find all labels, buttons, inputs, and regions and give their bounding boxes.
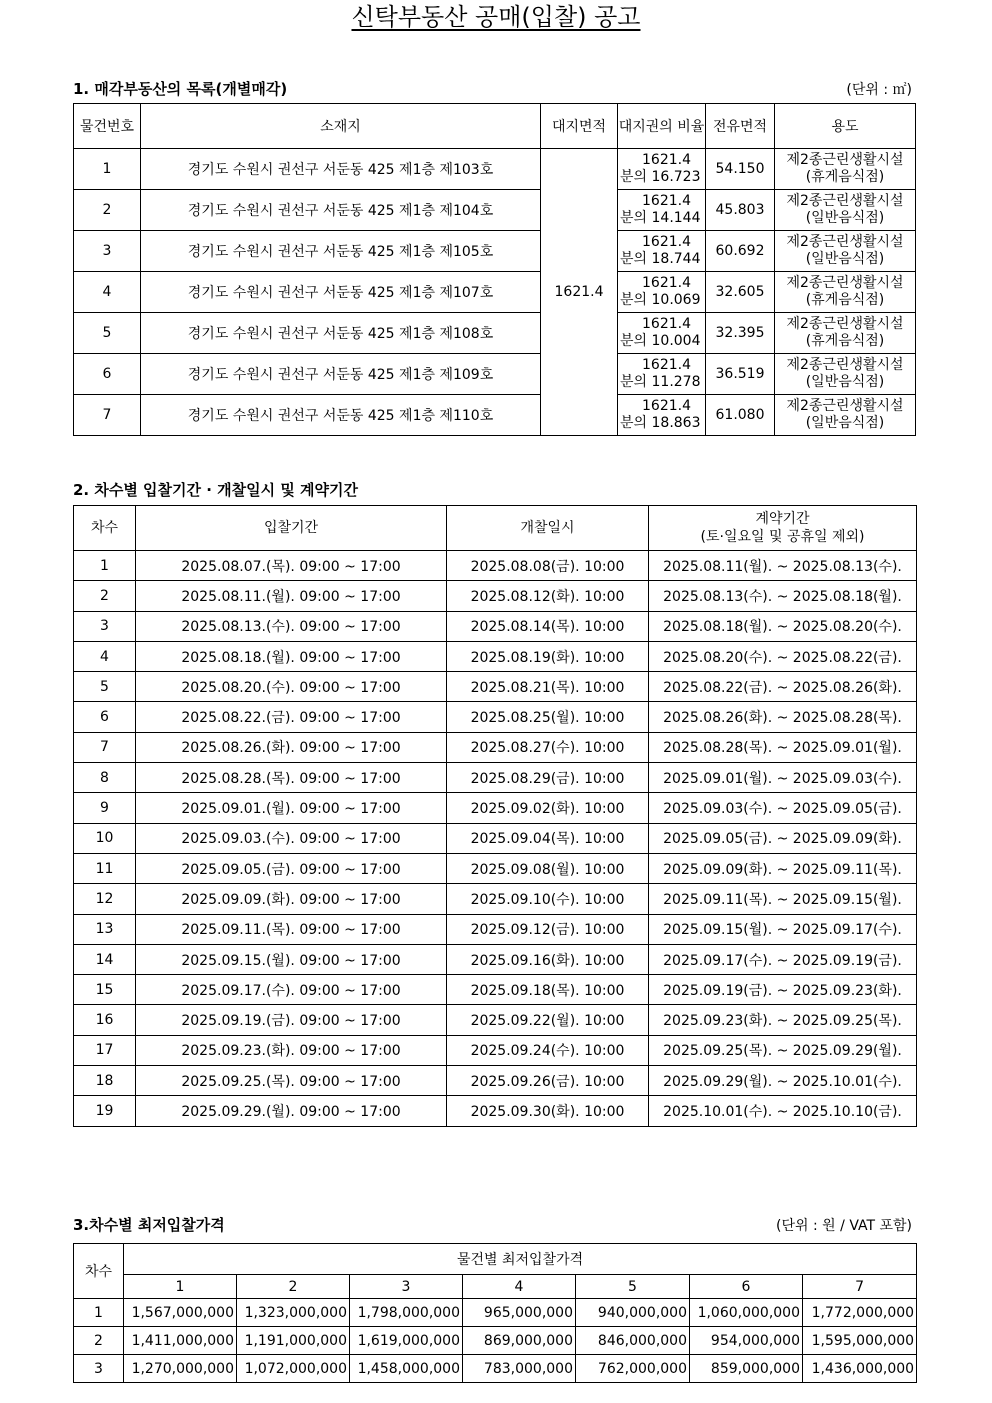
contract-period: 2025.08.28(목). ~ 2025.09.01(월). xyxy=(649,732,917,762)
item-number: 7 xyxy=(74,395,141,436)
item-address: 경기도 수원시 권선구 서둔동 425 제1층 제105호 xyxy=(141,231,541,272)
min-price: 1,619,000,000 xyxy=(350,1327,463,1355)
header-round: 차수 xyxy=(74,1244,124,1299)
item-address: 경기도 수원시 권선구 서둔동 425 제1층 제104호 xyxy=(141,190,541,231)
opening-datetime: 2025.08.27(수). 10:00 xyxy=(447,732,649,762)
item-number: 5 xyxy=(74,313,141,354)
bid-period: 2025.09.19.(금). 09:00 ~ 17:00 xyxy=(136,1005,447,1035)
table-header-row xyxy=(74,1244,917,1275)
round-number: 9 xyxy=(74,793,136,823)
item-address: 경기도 수원시 권선구 서둔동 425 제1층 제103호 xyxy=(141,149,541,190)
item-use-detail: (휴게음식점) xyxy=(805,292,885,308)
table-row xyxy=(74,551,917,581)
min-price: 1,411,000,000 xyxy=(124,1327,237,1355)
min-price: 1,191,000,000 xyxy=(237,1327,350,1355)
header-address: 소재지 xyxy=(141,104,541,149)
min-price: 1,436,000,000 xyxy=(803,1355,917,1383)
section1-heading: 1. 매각부동산의 목록(개별매각) xyxy=(73,80,288,98)
round-number: 12 xyxy=(74,884,136,914)
contract-period: 2025.09.05(금). ~ 2025.09.09(화). xyxy=(649,823,917,853)
item-use-detail: (일반음식점) xyxy=(805,415,885,431)
table-row xyxy=(74,944,917,974)
round-number: 15 xyxy=(74,975,136,1005)
round-number: 8 xyxy=(74,763,136,793)
round-number: 2 xyxy=(74,1327,124,1355)
opening-datetime: 2025.09.16(화). 10:00 xyxy=(447,944,649,974)
land-ratio-total: 1621.4 xyxy=(642,275,691,291)
min-price: 846,000,000 xyxy=(576,1327,690,1355)
land-ratio-total: 1621.4 xyxy=(642,398,691,414)
table-row xyxy=(74,395,916,436)
contract-period: 2025.09.19(금). ~ 2025.09.23(화). xyxy=(649,975,917,1005)
item-use-category: 제2종근린생활시설 xyxy=(786,152,904,168)
item-use-detail: (일반음식점) xyxy=(805,210,885,226)
min-price: 1,458,000,000 xyxy=(350,1355,463,1383)
opening-datetime: 2025.09.08(월). 10:00 xyxy=(447,853,649,883)
table-row xyxy=(74,313,916,354)
header-item-7: 7 xyxy=(803,1275,917,1299)
item-address: 경기도 수원시 권선구 서둔동 425 제1층 제107호 xyxy=(141,272,541,313)
item-address: 경기도 수원시 권선구 서둔동 425 제1층 제108호 xyxy=(141,313,541,354)
table-row xyxy=(74,672,917,702)
round-number: 19 xyxy=(74,1096,136,1126)
bid-period: 2025.09.05.(금). 09:00 ~ 17:00 xyxy=(136,853,447,883)
min-price: 859,000,000 xyxy=(690,1355,803,1383)
item-use xyxy=(775,272,916,313)
table-row xyxy=(74,1035,917,1065)
page-title: 신탁부동산 공매(입찰) 공고 xyxy=(351,3,641,31)
contract-period: 2025.10.01(수). ~ 2025.10.10(금). xyxy=(649,1096,917,1126)
bid-period: 2025.08.18.(월). 09:00 ~ 17:00 xyxy=(136,641,447,671)
item-use-category: 제2종근린생활시설 xyxy=(786,398,904,414)
exclusive-area: 36.519 xyxy=(706,354,775,395)
min-price: 1,567,000,000 xyxy=(124,1299,237,1327)
table-header-row xyxy=(74,506,917,551)
property-list-table xyxy=(73,103,916,436)
item-use-category: 제2종근린생활시설 xyxy=(786,316,904,332)
table-row xyxy=(74,1355,917,1383)
item-use xyxy=(775,190,916,231)
table-row xyxy=(74,641,917,671)
land-ratio-share: 분의 16.723 xyxy=(620,169,701,185)
opening-datetime: 2025.09.12(금). 10:00 xyxy=(447,914,649,944)
min-price: 1,772,000,000 xyxy=(803,1299,917,1327)
table-subheader-row xyxy=(74,1275,917,1299)
land-ratio-share: 분의 10.069 xyxy=(620,292,701,308)
bid-period: 2025.08.13.(수). 09:00 ~ 17:00 xyxy=(136,611,447,641)
item-use xyxy=(775,354,916,395)
header-item-4: 4 xyxy=(463,1275,576,1299)
table-row xyxy=(74,853,917,883)
section2-heading: 2. 차수별 입찰기간 · 개찰일시 및 계약기간 xyxy=(73,481,359,499)
item-address: 경기도 수원시 권선구 서둔동 425 제1층 제110호 xyxy=(141,395,541,436)
round-number: 16 xyxy=(74,1005,136,1035)
item-number: 3 xyxy=(74,231,141,272)
round-number: 10 xyxy=(74,823,136,853)
exclusive-area: 60.692 xyxy=(706,231,775,272)
item-use-category: 제2종근린생활시설 xyxy=(786,234,904,250)
min-price: 1,323,000,000 xyxy=(237,1299,350,1327)
contract-period: 2025.08.26(화). ~ 2025.08.28(목). xyxy=(649,702,917,732)
round-number: 14 xyxy=(74,944,136,974)
table-row xyxy=(74,1005,917,1035)
header-land-area: 대지면적 xyxy=(541,104,618,149)
land-ratio xyxy=(618,190,706,231)
land-ratio xyxy=(618,354,706,395)
exclusive-area: 45.803 xyxy=(706,190,775,231)
exclusive-area: 54.150 xyxy=(706,149,775,190)
table-row xyxy=(74,231,916,272)
min-price: 783,000,000 xyxy=(463,1355,576,1383)
round-number: 3 xyxy=(74,611,136,641)
bid-period: 2025.08.28.(목). 09:00 ~ 17:00 xyxy=(136,763,447,793)
bid-period: 2025.09.01.(월). 09:00 ~ 17:00 xyxy=(136,793,447,823)
opening-datetime: 2025.09.24(수). 10:00 xyxy=(447,1035,649,1065)
land-ratio xyxy=(618,149,706,190)
item-number: 6 xyxy=(74,354,141,395)
item-use-category: 제2종근린생활시설 xyxy=(786,193,904,209)
bid-period: 2025.08.22.(금). 09:00 ~ 17:00 xyxy=(136,702,447,732)
table-row xyxy=(74,1299,917,1327)
contract-period: 2025.08.20(수). ~ 2025.08.22(금). xyxy=(649,641,917,671)
bid-period: 2025.09.09.(화). 09:00 ~ 17:00 xyxy=(136,884,447,914)
header-bid-period: 입찰기간 xyxy=(136,506,447,551)
item-use xyxy=(775,395,916,436)
bid-period: 2025.09.23.(화). 09:00 ~ 17:00 xyxy=(136,1035,447,1065)
exclusive-area: 32.395 xyxy=(706,313,775,354)
table-row xyxy=(74,354,916,395)
item-number: 4 xyxy=(74,272,141,313)
opening-datetime: 2025.08.19(화). 10:00 xyxy=(447,641,649,671)
header-use: 용도 xyxy=(775,104,916,149)
header-item-2: 2 xyxy=(237,1275,350,1299)
header-item-5: 5 xyxy=(576,1275,690,1299)
opening-datetime: 2025.08.25(월). 10:00 xyxy=(447,702,649,732)
opening-datetime: 2025.08.08(금). 10:00 xyxy=(447,551,649,581)
min-price: 1,270,000,000 xyxy=(124,1355,237,1383)
item-use xyxy=(775,149,916,190)
opening-datetime: 2025.09.10(수). 10:00 xyxy=(447,884,649,914)
opening-datetime: 2025.09.30(화). 10:00 xyxy=(447,1096,649,1126)
min-price: 1,798,000,000 xyxy=(350,1299,463,1327)
header-opening: 개찰일시 xyxy=(447,506,649,551)
item-use-detail: (휴게음식점) xyxy=(805,169,885,185)
min-price: 1,595,000,000 xyxy=(803,1327,917,1355)
bid-period: 2025.09.29.(월). 09:00 ~ 17:00 xyxy=(136,1096,447,1126)
round-number: 18 xyxy=(74,1066,136,1096)
table-row xyxy=(74,1066,917,1096)
table-row xyxy=(74,884,917,914)
opening-datetime: 2025.08.21(목). 10:00 xyxy=(447,672,649,702)
min-price: 954,000,000 xyxy=(690,1327,803,1355)
land-ratio-total: 1621.4 xyxy=(642,316,691,332)
table-row xyxy=(74,272,916,313)
table-row xyxy=(74,793,917,823)
header-item-1: 1 xyxy=(124,1275,237,1299)
table-row xyxy=(74,581,917,611)
min-price: 762,000,000 xyxy=(576,1355,690,1383)
table-row xyxy=(74,732,917,762)
exclusive-area: 61.080 xyxy=(706,395,775,436)
contract-period: 2025.09.01(월). ~ 2025.09.03(수). xyxy=(649,763,917,793)
table-row xyxy=(74,1327,917,1355)
section1-unit: (단위 : ㎡) xyxy=(846,82,912,98)
table-row xyxy=(74,702,917,732)
item-use-detail: (일반음식점) xyxy=(805,374,885,390)
land-ratio-total: 1621.4 xyxy=(642,193,691,209)
land-ratio xyxy=(618,395,706,436)
section3-unit: (단위 : 원 / VAT 포함) xyxy=(776,1218,912,1234)
item-use-detail: (휴게음식점) xyxy=(805,333,885,349)
contract-period: 2025.09.25(목). ~ 2025.09.29(월). xyxy=(649,1035,917,1065)
table-row xyxy=(74,914,917,944)
contract-period: 2025.08.22(금). ~ 2025.08.26(화). xyxy=(649,672,917,702)
opening-datetime: 2025.08.14(목). 10:00 xyxy=(447,611,649,641)
bid-period: 2025.09.03.(수). 09:00 ~ 17:00 xyxy=(136,823,447,853)
land-ratio-share: 분의 10.004 xyxy=(620,333,701,349)
round-number: 1 xyxy=(74,551,136,581)
round-number: 11 xyxy=(74,853,136,883)
round-number: 4 xyxy=(74,641,136,671)
contract-period: 2025.09.15(월). ~ 2025.09.17(수). xyxy=(649,914,917,944)
bid-period: 2025.08.26.(화). 09:00 ~ 17:00 xyxy=(136,732,447,762)
land-ratio xyxy=(618,231,706,272)
section3-heading: 3.차수별 최저입찰가격 xyxy=(73,1216,225,1234)
land-ratio-total: 1621.4 xyxy=(642,357,691,373)
contract-period: 2025.08.18(월). ~ 2025.08.20(수). xyxy=(649,611,917,641)
round-number: 13 xyxy=(74,914,136,944)
contract-period: 2025.09.17(수). ~ 2025.09.19(금). xyxy=(649,944,917,974)
header-land-ratio: 대지권의 비율 xyxy=(618,104,706,149)
item-address: 경기도 수원시 권선구 서둔동 425 제1층 제109호 xyxy=(141,354,541,395)
table-row xyxy=(74,149,916,190)
header-contract-note: (토·일요일 및 공휴일 제외) xyxy=(700,529,865,545)
header-contract-label: 계약기간 xyxy=(755,511,810,527)
contract-period: 2025.08.13(수). ~ 2025.08.18(월). xyxy=(649,581,917,611)
header-item-6: 6 xyxy=(690,1275,803,1299)
land-ratio-total: 1621.4 xyxy=(642,234,691,250)
exclusive-area: 32.605 xyxy=(706,272,775,313)
contract-period: 2025.09.09(화). ~ 2025.09.11(목). xyxy=(649,853,917,883)
item-use-category: 제2종근린생활시설 xyxy=(786,275,904,291)
table-row xyxy=(74,611,917,641)
round-number: 1 xyxy=(74,1299,124,1327)
land-ratio xyxy=(618,272,706,313)
bid-period: 2025.09.11.(목). 09:00 ~ 17:00 xyxy=(136,914,447,944)
min-price: 940,000,000 xyxy=(576,1299,690,1327)
item-number: 2 xyxy=(74,190,141,231)
round-number: 3 xyxy=(74,1355,124,1383)
contract-period: 2025.09.23(화). ~ 2025.09.25(목). xyxy=(649,1005,917,1035)
opening-datetime: 2025.09.04(목). 10:00 xyxy=(447,823,649,853)
contract-period: 2025.08.11(월). ~ 2025.08.13(수). xyxy=(649,551,917,581)
land-area: 1621.4 xyxy=(541,149,618,436)
contract-period: 2025.09.03(수). ~ 2025.09.05(금). xyxy=(649,793,917,823)
opening-datetime: 2025.08.12(화). 10:00 xyxy=(447,581,649,611)
item-use xyxy=(775,313,916,354)
min-price: 965,000,000 xyxy=(463,1299,576,1327)
contract-period: 2025.09.29(월). ~ 2025.10.01(수). xyxy=(649,1066,917,1096)
table-row xyxy=(74,763,917,793)
table-row xyxy=(74,975,917,1005)
item-use-category: 제2종근린생활시설 xyxy=(786,357,904,373)
opening-datetime: 2025.09.18(목). 10:00 xyxy=(447,975,649,1005)
header-min-price-group: 물건별 최저입찰가격 xyxy=(124,1244,917,1275)
min-price-table xyxy=(73,1243,917,1383)
land-ratio-share: 분의 18.863 xyxy=(620,415,701,431)
land-ratio-share: 분의 14.144 xyxy=(620,210,701,226)
bid-period: 2025.08.11.(월). 09:00 ~ 17:00 xyxy=(136,581,447,611)
header-exclusive-area: 전유면적 xyxy=(706,104,775,149)
min-price: 1,060,000,000 xyxy=(690,1299,803,1327)
header-round: 차수 xyxy=(74,506,136,551)
round-number: 7 xyxy=(74,732,136,762)
opening-datetime: 2025.09.26(금). 10:00 xyxy=(447,1066,649,1096)
bid-period: 2025.08.07.(목). 09:00 ~ 17:00 xyxy=(136,551,447,581)
item-use xyxy=(775,231,916,272)
contract-period: 2025.09.11(목). ~ 2025.09.15(월). xyxy=(649,884,917,914)
table-row xyxy=(74,823,917,853)
land-ratio-share: 분의 18.744 xyxy=(620,251,701,267)
header-item-no: 물건번호 xyxy=(74,104,141,149)
opening-datetime: 2025.08.29(금). 10:00 xyxy=(447,763,649,793)
opening-datetime: 2025.09.02(화). 10:00 xyxy=(447,793,649,823)
land-ratio-total: 1621.4 xyxy=(642,152,691,168)
round-number: 17 xyxy=(74,1035,136,1065)
land-ratio-share: 분의 11.278 xyxy=(620,374,701,390)
header-item-3: 3 xyxy=(350,1275,463,1299)
schedule-table xyxy=(73,505,917,1127)
min-price: 869,000,000 xyxy=(463,1327,576,1355)
round-number: 2 xyxy=(74,581,136,611)
opening-datetime: 2025.09.22(월). 10:00 xyxy=(447,1005,649,1035)
item-number: 1 xyxy=(74,149,141,190)
round-number: 6 xyxy=(74,702,136,732)
bid-period: 2025.08.20.(수). 09:00 ~ 17:00 xyxy=(136,672,447,702)
min-price: 1,072,000,000 xyxy=(237,1355,350,1383)
land-ratio xyxy=(618,313,706,354)
table-header-row xyxy=(74,104,916,149)
round-number: 5 xyxy=(74,672,136,702)
table-row xyxy=(74,1096,917,1126)
bid-period: 2025.09.17.(수). 09:00 ~ 17:00 xyxy=(136,975,447,1005)
header-contract xyxy=(649,506,917,551)
item-use-detail: (일반음식점) xyxy=(805,251,885,267)
bid-period: 2025.09.15.(월). 09:00 ~ 17:00 xyxy=(136,944,447,974)
table-row xyxy=(74,190,916,231)
bid-period: 2025.09.25.(목). 09:00 ~ 17:00 xyxy=(136,1066,447,1096)
